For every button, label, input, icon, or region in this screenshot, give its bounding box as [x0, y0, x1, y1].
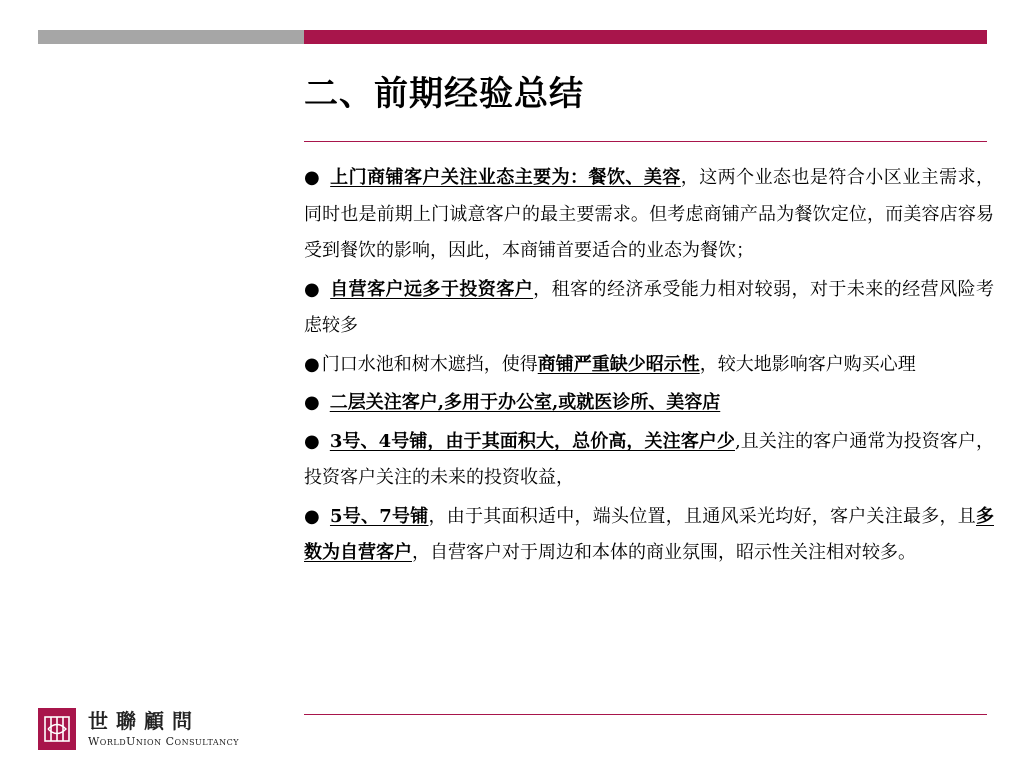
slide-body: [304, 160, 994, 574]
bullet-paragraph-5: [304, 424, 994, 497]
bullet-icon: ●: [304, 353, 320, 375]
bullet-paragraph-6: [304, 499, 994, 572]
company-name-chinese: 世聯顧問: [88, 709, 200, 733]
company-logo-icon: [38, 708, 76, 750]
paragraph-text: ，租客的经济承受能力相对较弱，对于未来的经营风险考虑较多: [304, 278, 995, 336]
bullet-paragraph-1: [304, 160, 994, 270]
header-gray-bar: [38, 30, 304, 44]
logo-emblem-icon: [44, 714, 70, 744]
bullet-icon: ●: [304, 392, 320, 413]
paragraph-text: ，较大地影响客户购买心理: [699, 353, 916, 375]
bullet-paragraph-4: [304, 385, 994, 422]
key-point-text: 商铺严重缺少昭示性: [537, 353, 700, 375]
key-point-text: 多数为自营客户: [304, 505, 994, 563]
slide-title: 二、前期经验总结: [304, 74, 584, 114]
paragraph-text: 门口水池和树木遮挡，使得: [321, 353, 538, 375]
bullet-icon: ●: [304, 505, 320, 527]
bullet-paragraph-3: [304, 347, 994, 384]
paragraph-text: ，这两个业态也是符合小区业主需求，同时也是前期上门诚意客户的最主要需求。但考虑商铺产品为餐饮定位，而美容店容易受到餐饮的影响，因此，本商铺首要适合的业态为餐饮；: [304, 167, 994, 261]
title-divider: [304, 141, 987, 142]
paragraph-text: ，由于其面积适中，端头位置，且通风采光均好，客户关注最多，且: [428, 505, 976, 527]
key-point-text: 3号、4号铺，由于其面积大，总价高，关注客户少: [329, 430, 735, 452]
key-point-text: 二层关注客户,多用于办公室,或就医诊所、美容店: [329, 392, 721, 413]
paragraph-text: ,且关注的客户通常为投资客户，投资客户关注的未来的投资收益，: [304, 430, 994, 488]
bullet-icon: ●: [304, 167, 321, 188]
key-point-text: 上门商铺客户关注业态主要为：餐饮、美容: [330, 167, 681, 188]
bullet-paragraph-2: [304, 272, 994, 345]
company-name-english: WorldUnion Consultancy: [88, 735, 240, 748]
footer-divider: [304, 714, 987, 715]
bullet-icon: ●: [304, 278, 321, 300]
header-accent-bar: [304, 30, 987, 44]
bullet-icon: ●: [304, 430, 320, 452]
paragraph-text: ，自营客户对于周边和本体的商业氛围，昭示性关注相对较多。: [412, 542, 916, 563]
key-point-text: 自营客户远多于投资客户: [330, 278, 534, 300]
key-point-text: 5号、7号铺: [329, 505, 429, 527]
